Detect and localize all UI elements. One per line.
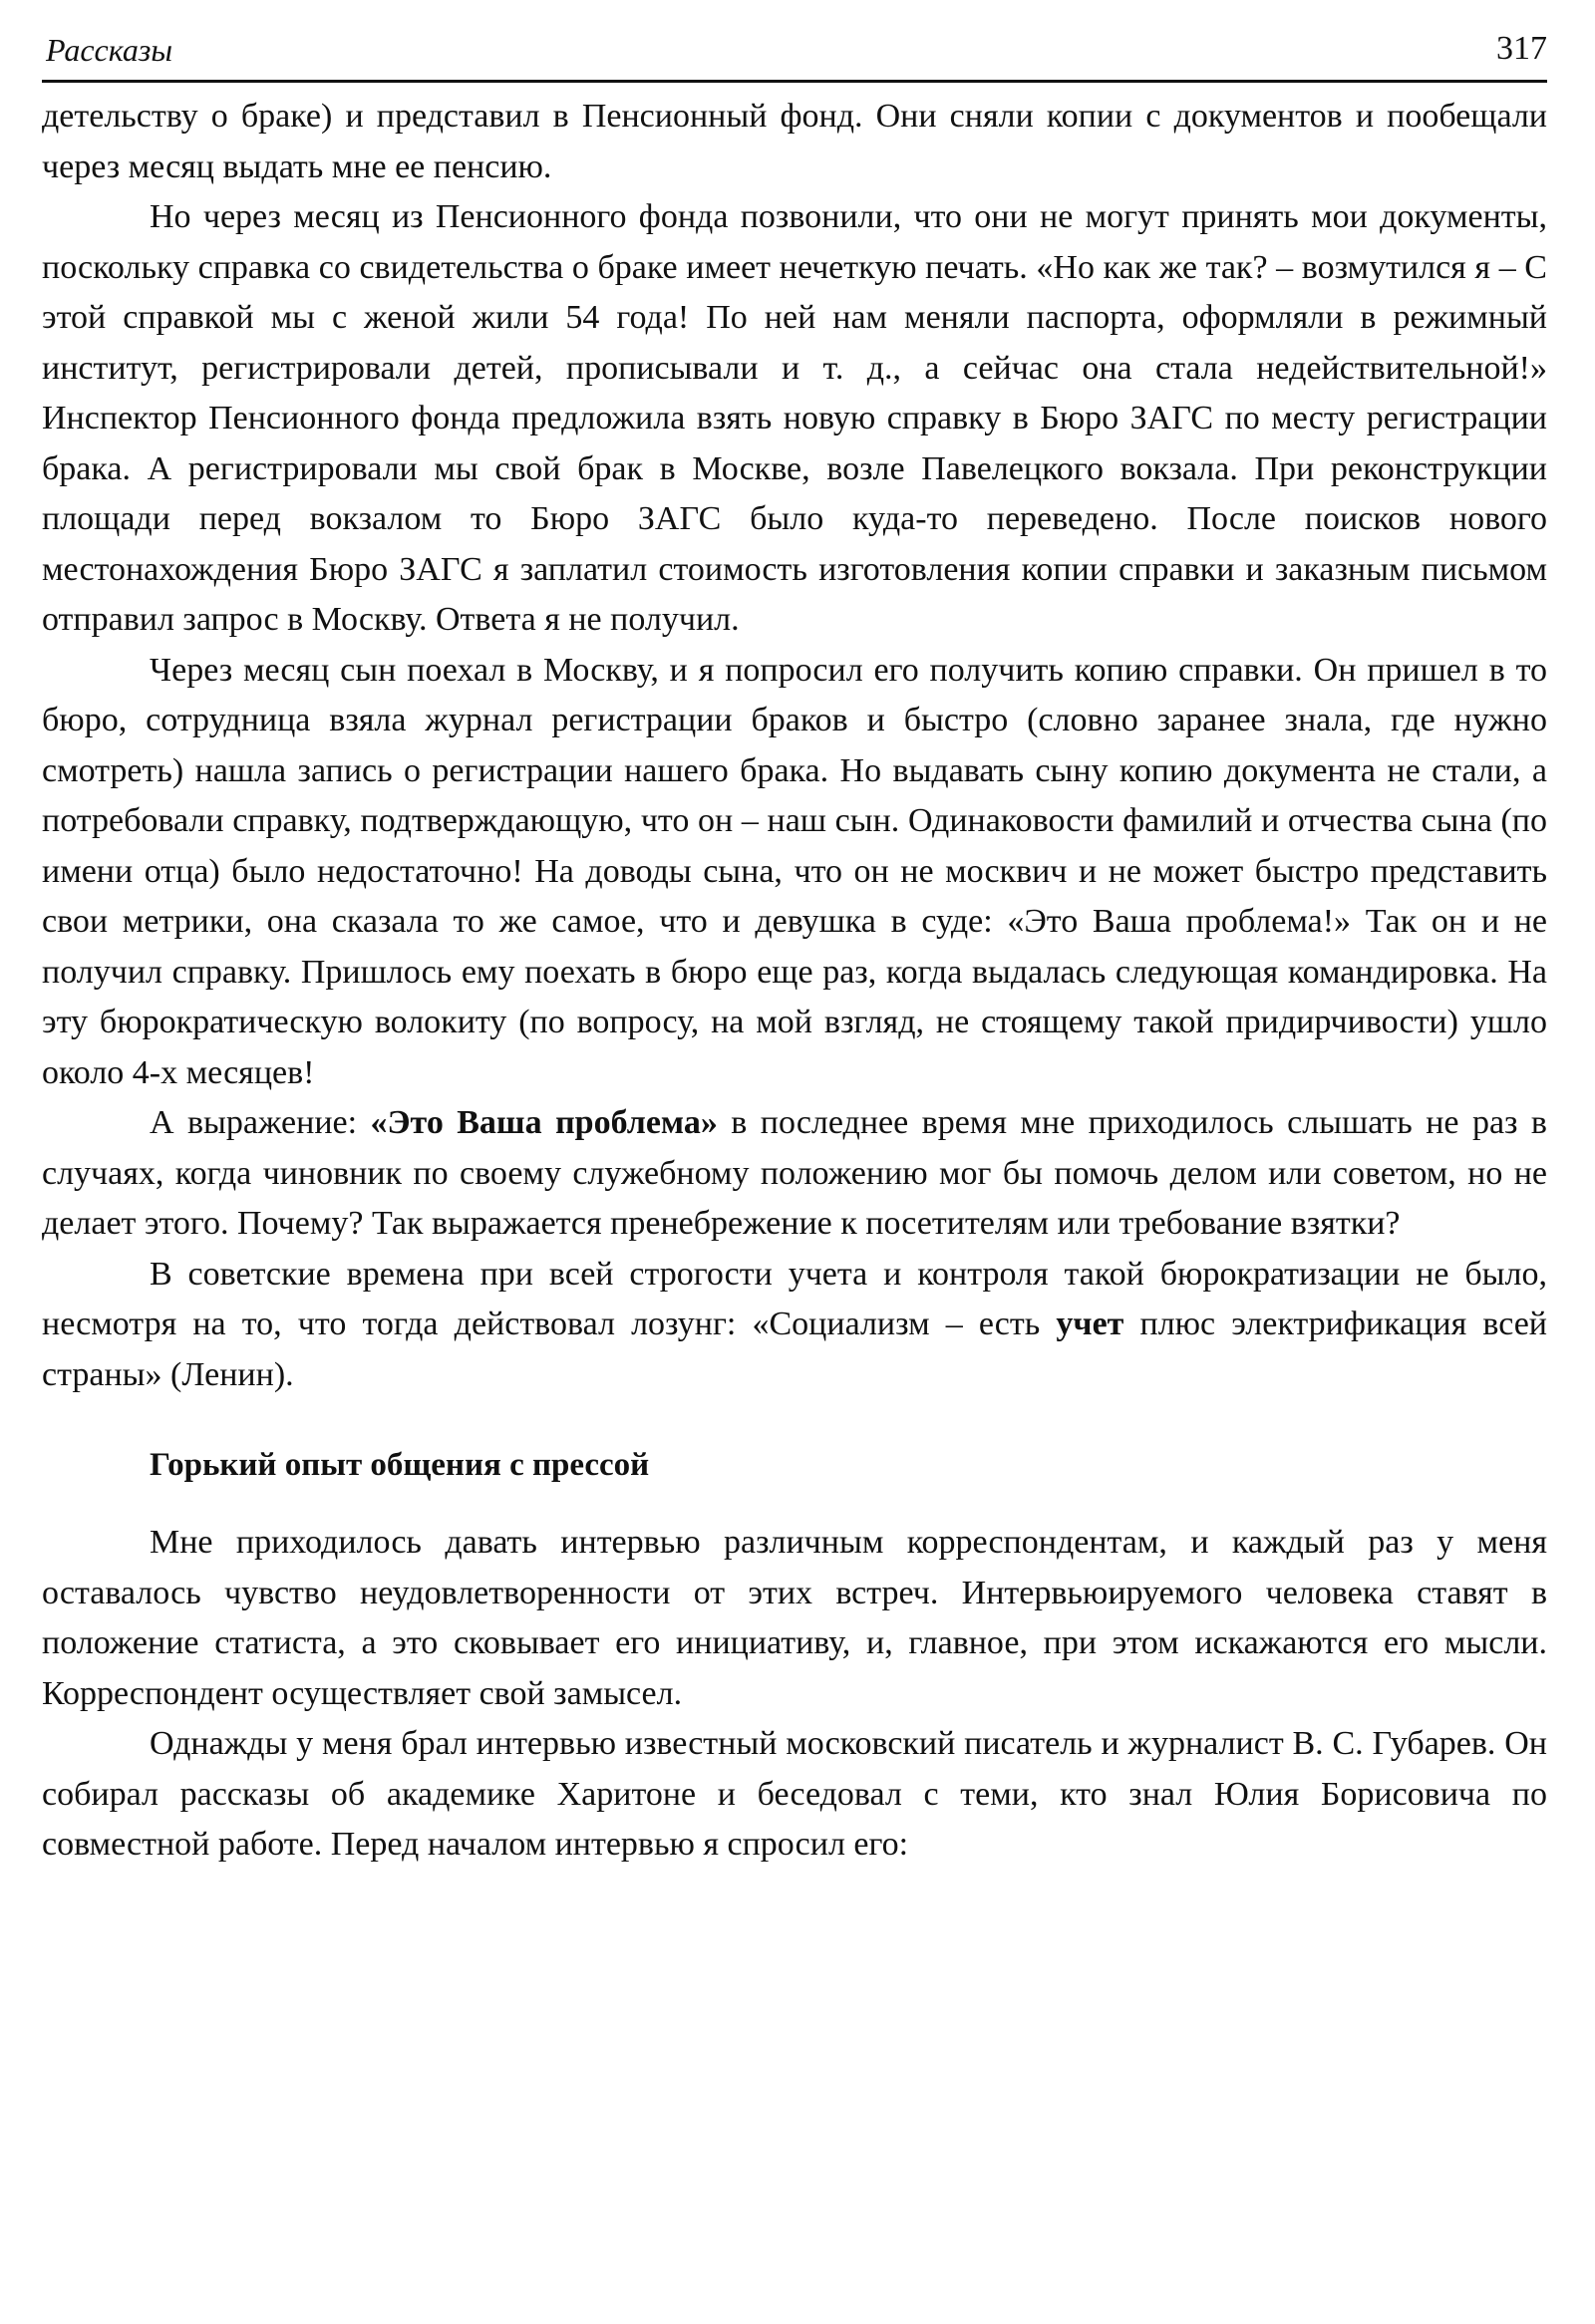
paragraph-4	[42, 1098, 1547, 1250]
bold-word: учет	[1056, 1306, 1124, 1342]
paragraph-4-rest: в последнее время мне приходилось слышать не раз в случаях, когда чиновник по своему служебному положению мог бы помочь делом или советом, но не делает этого. Почему? Так выражается пренебрежение к посетителям или требование взятки?	[42, 1104, 1547, 1242]
paragraph-5-rest: плюс электрификация всей страны» (Ленин).	[42, 1306, 1547, 1393]
running-header	[42, 22, 1547, 83]
paragraph-1: детельству о браке) и представил в Пенсионный фонд. Они сняли копии с документов и пообещали через месяц выдать мне ее пенсию.	[42, 98, 1547, 185]
paragraph-2: Но через месяц из Пенсионного фонда позвонили, что они не могут принять мои документы, поскольку справка со свидетельства о браке имеет нечеткую печать. «Но как же так? – возмутился я – С этой справкой мы с женой жили 54 года! По ней нам меняли паспорта, оформляли в режимный институт, регистрировали детей, прописывали и т. д., а сейчас она стала недействительной!» Инспектор Пенсионного фонда предложила взять новую справку в Бюро ЗАГС по месту регистрации брака. А регистрировали мы свой брак в Москве, возле Павелецкого вокзала. При реконструкции площади перед вокзалом то Бюро ЗАГС было куда-то переведено. После поисков нового местонахождения Бюро ЗАГС я заплатил стоимость изготовления копии справки и заказным письмом отправил запрос в Москву. Ответа я не получил.	[42, 198, 1547, 638]
paragraph-6: Мне приходилось давать интервью различным корреспондентам, и каждый раз у меня оставалось чувство неудовлетворенности от этих встреч. Интервьюируемого человека ставят в положение статиста, а это сковывает его инициативу, и, главное, при этом искажаются его мысли. Корреспондент осуществляет свой замысел.	[42, 1524, 1547, 1712]
body-text	[42, 92, 1547, 1871]
page-number: 317	[1496, 30, 1547, 67]
paragraph-7: Однажды у меня брал интервью известный московский писатель и журналист В. С. Губарев. Он собирал рассказы об академике Харитоне и беседовал с теми, кто знал Юлия Борисовича по совместной работе. Перед началом интервью я спросил его:	[42, 1725, 1547, 1863]
paragraph-5-start: В советские времена при всей строгости учета и контроля такой бюрократизации не было, несмотря на то, что тогда действовал лозунг: «Социализм – есть	[42, 1255, 1547, 1342]
bold-phrase: «Это Ваша проблема»	[370, 1104, 718, 1141]
paragraph-5	[42, 1250, 1547, 1401]
running-title: Рассказы	[46, 32, 173, 68]
paragraph-4-start: А выражение:	[150, 1104, 371, 1141]
paragraph-3: Через месяц сын поехал в Москву, и я попросил его получить копию справки. Он пришел в то бюро, сотрудница взяла журнал регистрации браков и быстро (словно заранее знала, где нужно смотреть) нашла запись о регистрации нашего брака. Но выдавать сыну копию документа не стали, а потребовали справку, подтверждающую, что он – наш сын. Одинаковости фамилий и отчества сына (по имени отца) было недостаточно! На доводы сына, что он не москвич и не может быстро представить свои метрики, она сказала то же самое, что и девушка в суде: «Это Ваша проблема!» Так он и не получил справку. Пришлось ему поехать в бюро еще раз, когда выдалась следующая командировка. На эту бюрократическую волокиту (по вопросу, на мой взгляд, не стоящему такой придирчивости) ушло около 4-х месяцев!	[42, 651, 1547, 1091]
section-heading: Горький опыт общения с прессой	[150, 1447, 650, 1483]
